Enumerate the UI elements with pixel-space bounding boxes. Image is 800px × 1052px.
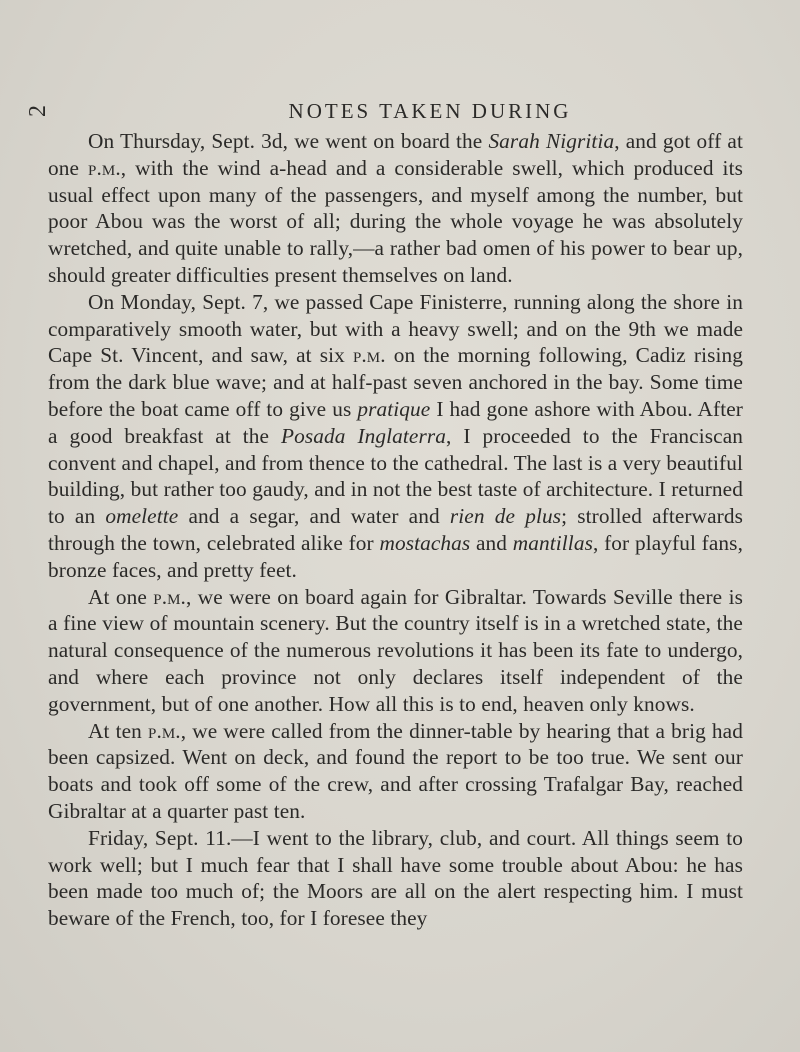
text-run: Friday, Sept. 11.—I went to the library, club, and court. All things seem to work well; but I much fear that I shall have some trouble about Abou: he has been made too much of; the Moors are all on the alert respecting him. I must beware of the French, too, for I foresee they <box>48 825 743 931</box>
paragraph <box>48 584 743 718</box>
body-text <box>48 128 743 932</box>
text-run: , I proceeded to the Franciscan convent and chapel, and from thence to the cathedral. The last is a very beautiful building, but rather too gaudy, and in not the best taste of architecture. I returned to an <box>48 423 743 529</box>
italic-text: rien de plus <box>449 504 562 529</box>
text-run: and <box>470 530 513 555</box>
small-caps-text: p.m. <box>352 343 386 368</box>
text-run: On Monday, Sept. 7, we passed Cape Finisterre, running along the shore in comparatively smooth water, but with a heavy swell; and on the 9th we made Cape St. Vincent, and saw, at six <box>48 289 743 368</box>
small-caps-text: p.m. <box>148 718 181 743</box>
paragraph <box>48 718 743 825</box>
text-run: , we were on board again for Gibraltar. Towards Seville there is a fine view of mountain scenery. But the country itself is in a wretched state, the natural consequence of the numerous revolutions it has been its fate to undergo, and where each province not only declares itself independent of the government, but of one another. How all this is to end, heaven only knows. <box>48 584 743 716</box>
paragraph <box>48 128 743 289</box>
text-run: At one <box>88 584 154 609</box>
running-head <box>25 96 772 126</box>
italic-text: Sarah Nigritia <box>488 129 615 153</box>
text-run: On Thursday, Sept. 3d, we went on board the <box>88 129 489 153</box>
text-run: and a segar, and water and <box>178 504 450 529</box>
text-run: on the morning following, Cadiz rising from the dark blue wave; and at half-past seven anchored in the bay. Some time before the boat came off to give us <box>48 343 744 421</box>
text-run: , with the wind a-head and a considerable swell, which produced its usual effect upon many of the passengers, and myself among the number, but poor Abou was the worst of all; during the whole voyage he was absolutely wretched, and quite unable to rally,—a rather bad omen of his power to bear up, should greater difficulties present themselves on land. <box>48 155 743 287</box>
paragraph <box>48 825 743 932</box>
page-number: 2 <box>25 105 51 117</box>
text-run: , we were called from the dinner-table by hearing that a brig had been capsized. Went on deck, and found the report to be too true. We sent our boats and took off some of the crew, and after crossing Trafalgar Bay, reached Gibraltar at a quarter past ten. <box>48 718 743 823</box>
italic-text: mostachas <box>379 530 471 555</box>
paragraph <box>48 289 743 584</box>
text-run: , and got off at one <box>48 129 743 180</box>
text-run: I had gone ashore with Abou. After a good breakfast at the <box>48 396 743 448</box>
running-title: NOTES TAKEN DURING <box>288 99 572 123</box>
text-run: , for playful fans, bronze faces, and pretty feet. <box>48 530 743 582</box>
small-caps-text: p.m. <box>153 584 186 609</box>
text-run: At ten <box>88 718 148 743</box>
italic-text: mantillas <box>512 530 593 555</box>
italic-text: omelette <box>105 504 179 529</box>
italic-text: pratique <box>357 396 431 421</box>
text-run: ; strolled afterwards through the town, celebrated alike for <box>48 504 743 555</box>
italic-text: Posada Inglaterra <box>281 423 446 448</box>
small-caps-text: p.m. <box>88 155 121 180</box>
